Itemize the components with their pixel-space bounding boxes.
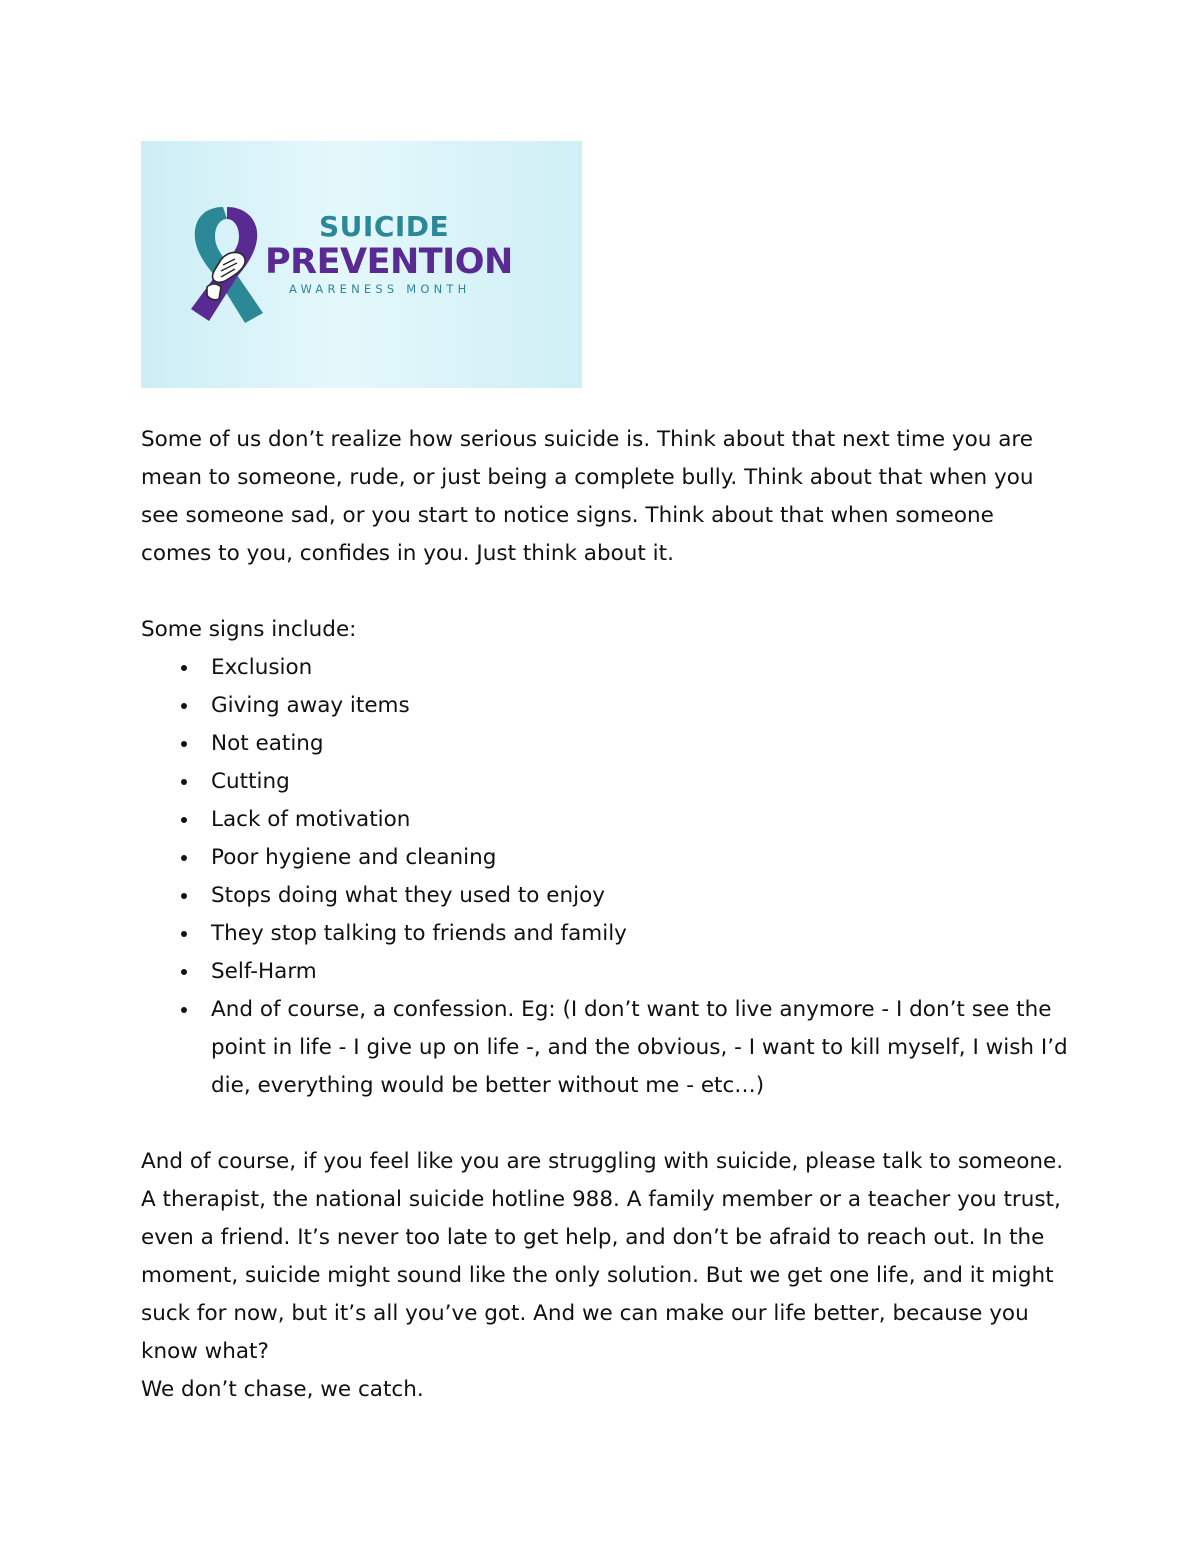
banner-title-prevention: PREVENTION	[265, 242, 513, 282]
banner-title-suicide: SUICIDE	[319, 210, 450, 243]
list-item: Stops doing what they used to enjoy	[211, 877, 1071, 915]
list-item: Lack of motivation	[211, 801, 1071, 839]
list-item: Cutting	[211, 763, 1071, 801]
list-item: Not eating	[211, 725, 1071, 763]
list-item: And of course, a confession. Eg: (I don’t want to live anymore - I don’t see the point in life - I give up on life -, and the obvious, - I want to kill myself, I wish I’d die, everything would be better without me - etc…)	[211, 991, 1071, 1105]
signs-list	[141, 649, 1071, 1105]
list-item: Giving away items	[211, 687, 1071, 725]
awareness-ribbon-icon	[185, 203, 277, 329]
list-item: Poor hygiene and cleaning	[211, 839, 1071, 877]
intro-paragraph: Some of us don’t realize how serious suicide is. Think about that next time you are mean to someone, rude, or just being a complete bully. Think about that when you see someone sad, or you start to notice signs. Think about that when someone comes to you, confides in you. Just think about it.	[141, 427, 1034, 566]
document-body	[141, 421, 1071, 1409]
final-line: We don’t chase, we catch.	[141, 1377, 424, 1402]
closing-paragraph: And of course, if you feel like you are struggling with suicide, please talk to someone. A therapist, the national suicide hotline 988. A family member or a teacher you trust, even a friend. It’s never too late to get help, and don’t be afraid to reach out. In the moment, suicide might sound like the only solution. But we get one life, and it might suck for now, but it’s all you’ve got. And we can make our life better, because you know what?	[141, 1149, 1064, 1364]
list-item: Self-Harm	[211, 953, 1071, 991]
signs-heading: Some signs include:	[141, 617, 357, 642]
list-item: They stop talking to friends and family	[211, 915, 1071, 953]
suicide-prevention-banner	[141, 141, 582, 388]
banner-subtitle: AWARENESS MONTH	[289, 282, 471, 296]
list-item: Exclusion	[211, 649, 1071, 687]
